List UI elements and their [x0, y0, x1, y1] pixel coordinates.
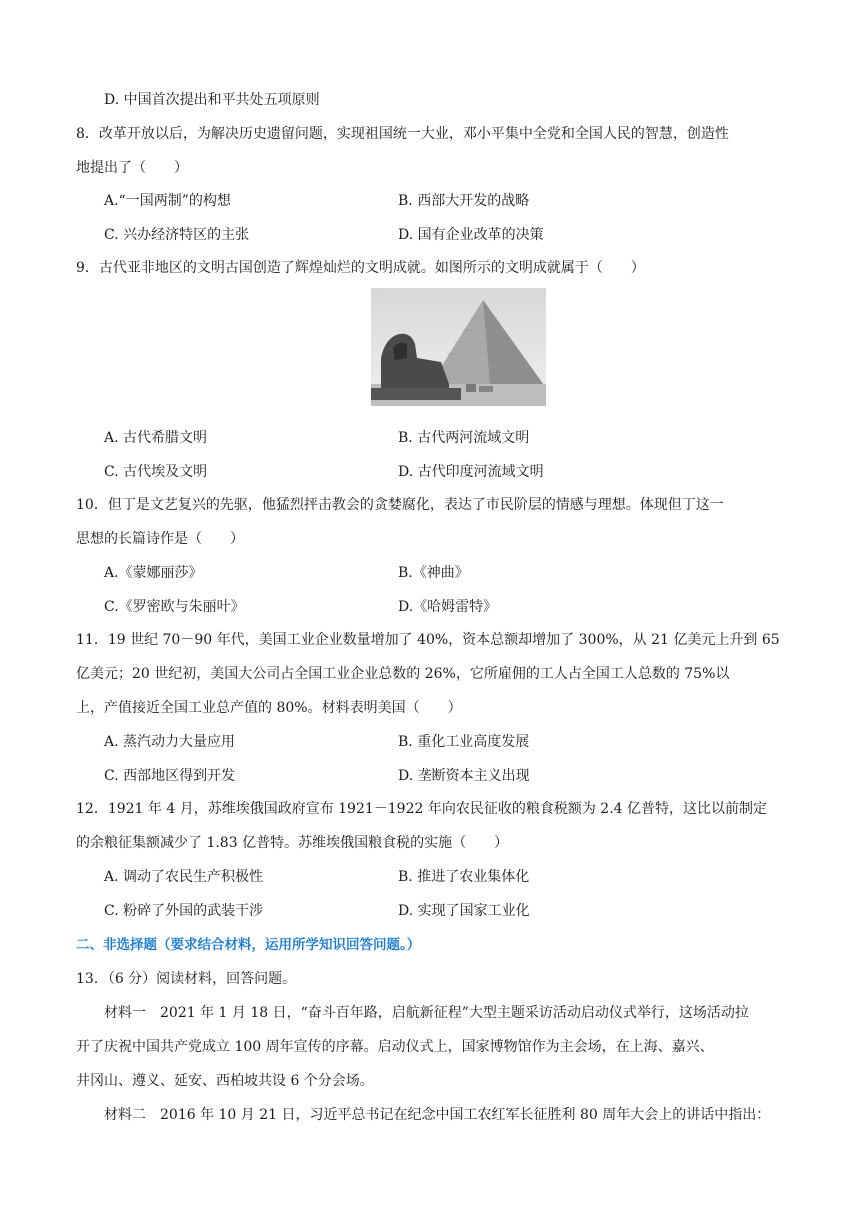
- q10-option-b: B.《神曲》: [398, 565, 469, 581]
- q9-option-d: D. 古代印度河流域文明: [398, 464, 544, 480]
- q13-material1-line3: 井冈山、遵义、延安、西柏坡共设 6 个分会场。: [76, 1073, 374, 1089]
- q8-stem-line1: 8．改革开放以后，为解决历史遗留问题，实现祖国统一大业，邓小平集中全党和全国人民的智慧，创造性: [76, 126, 729, 142]
- q10-option-c: C.《罗密欧与朱丽叶》: [104, 599, 245, 615]
- q13-material1-line1: 材料一 2021 年 1 月 18 日，“奋斗百年路，启航新征程”大型主题采访活动启动仪式举行，这场活动拉: [104, 1005, 749, 1021]
- q9-option-b: B. 古代两河流域文明: [398, 430, 530, 446]
- q9-option-c: C. 古代埃及文明: [104, 464, 208, 480]
- q11-option-d: D. 垄断资本主义出现: [398, 768, 530, 784]
- q12-option-a: A. 调动了农民生产积极性: [104, 869, 264, 885]
- q8-option-d: D. 国有企业改革的决策: [398, 227, 544, 243]
- q8-option-b: B. 西部大开发的战略: [398, 193, 530, 209]
- q13-material2-line1: 材料二 2016 年 10 月 21 日，习近平总书记在纪念中国工农红军长征胜利 80 周年大会上的讲话中指出：: [104, 1107, 771, 1123]
- q10-option-d: D.《哈姆雷特》: [398, 599, 498, 615]
- q11-stem-line2: 亿美元；20 世纪初，美国大公司占全国工业企业总数的 26%，它所雇佣的工人占全国工人总数的 75%以: [76, 666, 730, 682]
- section-heading: 二、非选择题（要求结合材料，运用所学知识回答问题。）: [76, 937, 421, 953]
- q13-material1-line2: 开了庆祝中国共产党成立 100 周年宣传的序幕。启动仪式上，国家博物馆作为主会场，在上海、嘉兴、: [76, 1039, 714, 1055]
- q12-stem-line2: 的余粮征集额减少了 1.83 亿普特。苏维埃俄国粮食税的实施（ ）: [76, 835, 509, 851]
- q13-stem: 13．（6 分）阅读材料，回答问题。: [76, 971, 297, 987]
- q12-option-d: D. 实现了国家工业化: [398, 903, 530, 919]
- q8-option-a: A.“一国两制”的构想: [104, 193, 231, 209]
- q10-stem-line1: 10．但丁是文艺复兴的先驱，他猛烈抨击教会的贪婪腐化，表达了市民阶层的情感与理想。体现但丁这一: [76, 497, 724, 513]
- q11-option-b: B. 重化工业高度发展: [398, 734, 530, 750]
- q8-stem-line2: 地提出了（ ）: [76, 160, 188, 176]
- sphinx-pyramid-photo: [371, 288, 546, 406]
- q10-stem-line2: 思想的长篇诗作是（ ）: [76, 531, 244, 547]
- q9-option-a: A. 古代希腊文明: [104, 430, 208, 446]
- q11-stem-line3: 上，产值接近全国工业总产值的 80%。材料表明美国（ ）: [76, 700, 462, 716]
- q12-option-c: C. 粉碎了外国的武装干涉: [104, 903, 264, 919]
- q10-option-a: A.《蒙娜丽莎》: [104, 565, 203, 581]
- q12-stem-line1: 12．1921 年 4 月，苏维埃俄国政府宣布 1921－1922 年向农民征收的粮食税额为 2.4 亿普特，这比以前制定: [76, 801, 768, 817]
- sphinx-pyramid-icon: [371, 288, 546, 406]
- q12-option-b: B. 推进了农业集体化: [398, 869, 530, 885]
- q11-option-a: A. 蒸汽动力大量应用: [104, 734, 236, 750]
- q11-stem-line1: 11．19 世纪 70－90 年代，美国工业企业数量增加了 40%，资本总额却增加了 300%，从 21 亿美元上升到 65: [76, 632, 780, 648]
- q9-stem-line1: 9．古代亚非地区的文明古国创造了辉煌灿烂的文明成就。如图所示的文明成就属于（ ）: [76, 260, 645, 276]
- q11-option-c: C. 西部地区得到开发: [104, 768, 236, 784]
- q8-option-c: C. 兴办经济特区的主张: [104, 227, 250, 243]
- q7-option-d: D. 中国首次提出和平共处五项原则: [104, 92, 320, 108]
